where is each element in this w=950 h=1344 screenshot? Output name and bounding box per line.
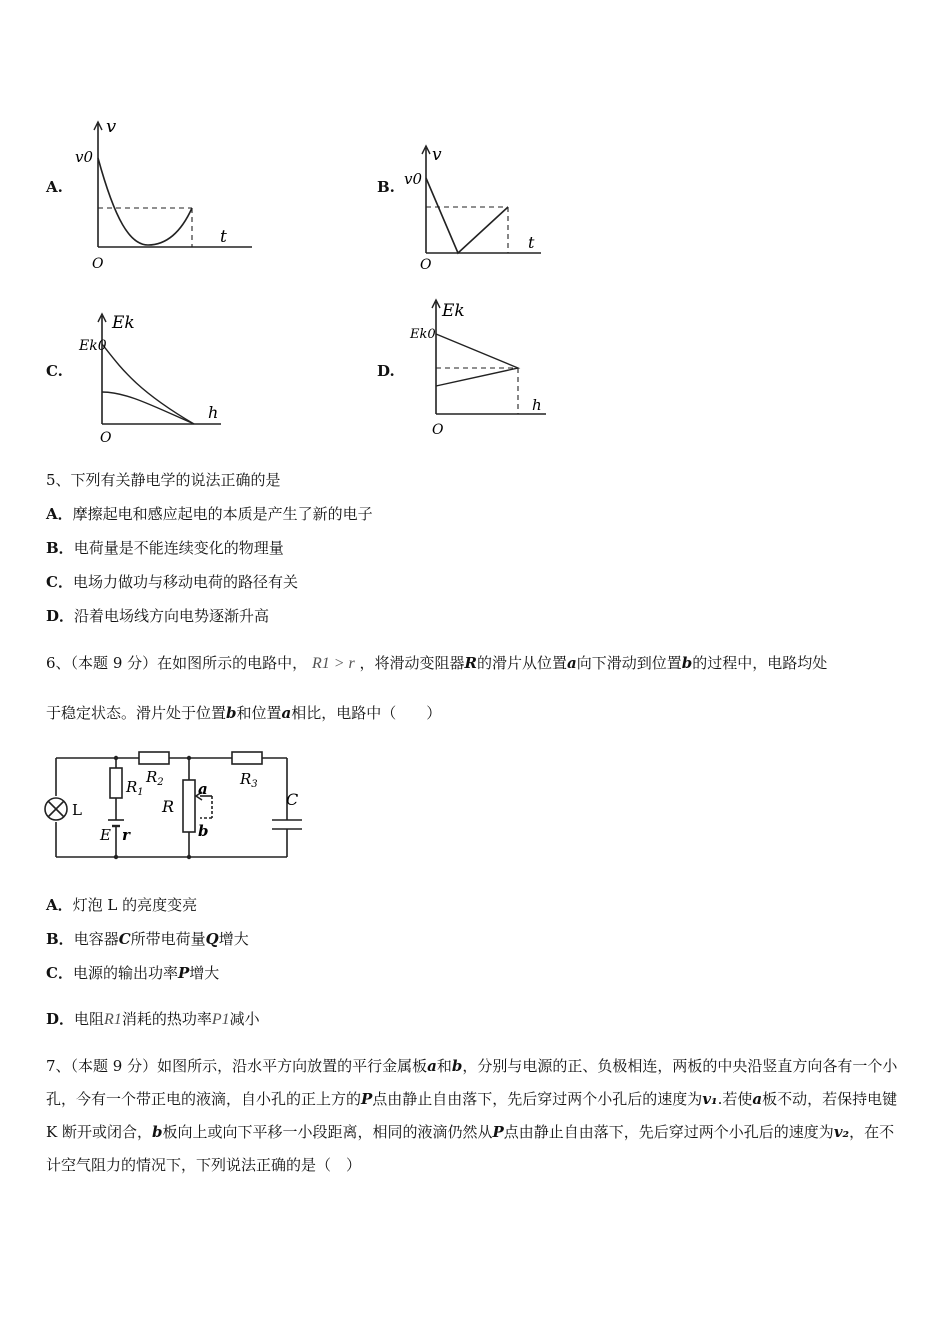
graph-d [406,296,556,441]
svg-text:t: t [528,233,535,252]
svg-text:O: O [100,430,112,446]
svg-text:O: O [432,422,444,438]
svg-text:R2: $R_2$ [146,768,164,788]
q5-option-a: A．摩擦起电和感应起电的本质是产生了新的电子 [46,505,373,523]
option-b-label: B. [377,178,395,196]
svg-text:R1: $R_1$ [126,778,144,798]
q6-option-a: A．灯泡 L 的亮度变亮 [46,896,198,914]
svg-text:a: a [198,780,208,798]
q6-condition: R1 > r [311,655,355,672]
q5-option-c: C．电场力做功与移动电荷的路径有关 [46,573,298,591]
graph-a-curve [98,158,192,245]
svg-text:C: C [286,790,299,809]
svg-text:v0: v0 [404,170,423,188]
graph-b-line [426,178,508,253]
graph-a [70,110,270,275]
svg-text:Ek: Ek [442,301,465,321]
svg-text:R3: $R_3$ [240,770,258,790]
circuit-diagram [44,742,309,864]
graph-a-y-label: v [106,116,117,137]
graph-a-v0: v0 [75,148,94,166]
q5-stem: 5、下列有关静电学的说法正确的是 [46,471,281,489]
q6-option-d: D．电阻R1消耗的热功率P1减小 [46,1010,260,1028]
svg-text:h: h [532,396,542,414]
q5-option-d: D．沿着电场线方向电势逐渐升高 [46,607,270,625]
graph-a-origin: O [92,256,104,272]
svg-text:L: L [72,801,82,819]
q6-stem-line1: 6、（本题 9 分）在如图所示的电路中， R1 > r ，将滑动变阻器R的滑片从位置a向下滑动到位置b的过程中，电路均处 [46,654,828,672]
svg-text:Ek0: Ek0 [410,327,436,342]
q6-stem-line2: 于稳定状态。滑片处于位置b和位置a相比，电路中（ ） [46,704,442,722]
svg-text:Ek: Ek [112,313,135,333]
graph-a-x-label: t [220,227,227,247]
svg-text:R: R [162,797,175,816]
q5-option-b: B．电荷量是不能连续变化的物理量 [46,539,284,557]
option-a-label: A. [46,178,63,196]
svg-text:v: v [432,145,442,165]
q6-option-b: B．电容器C所带电荷量Q增大 [46,930,249,948]
graph-b [396,140,556,270]
svg-text:h: h [208,403,219,422]
svg-text:b: b [198,822,209,840]
option-c-label: C. [46,362,63,380]
svg-text:O: O [420,257,432,270]
option-d-label: D. [377,362,395,380]
q7-stem: 7、（本题 9 分）如图所示，沿水平方向放置的平行金属板a和b，分别与电源的正、负极相连，两板的中央沿竖直方向各有一个小孔，今有一个带正电的液滴，自小孔的正上方的P点由静止自由落下，先后穿过两个小孔后的速度为v₁.若使a板不动，若保持电键 K 断开或闭合，b板向上或向下平移一小段距离，相同的液滴仍然从P点由静止自由落下，先后穿过两个小孔后的速度为v₂，在不计空气阻力的情况下，下列说法正确的是（ ） [46,1057,898,1174]
graph-c [76,310,236,450]
svg-text:E: E [100,826,111,844]
svg-text:r: r [122,826,130,844]
q6-option-c: C．电源的输出功率P增大 [46,964,220,982]
svg-text:Ek0: Ek0 [79,338,107,354]
